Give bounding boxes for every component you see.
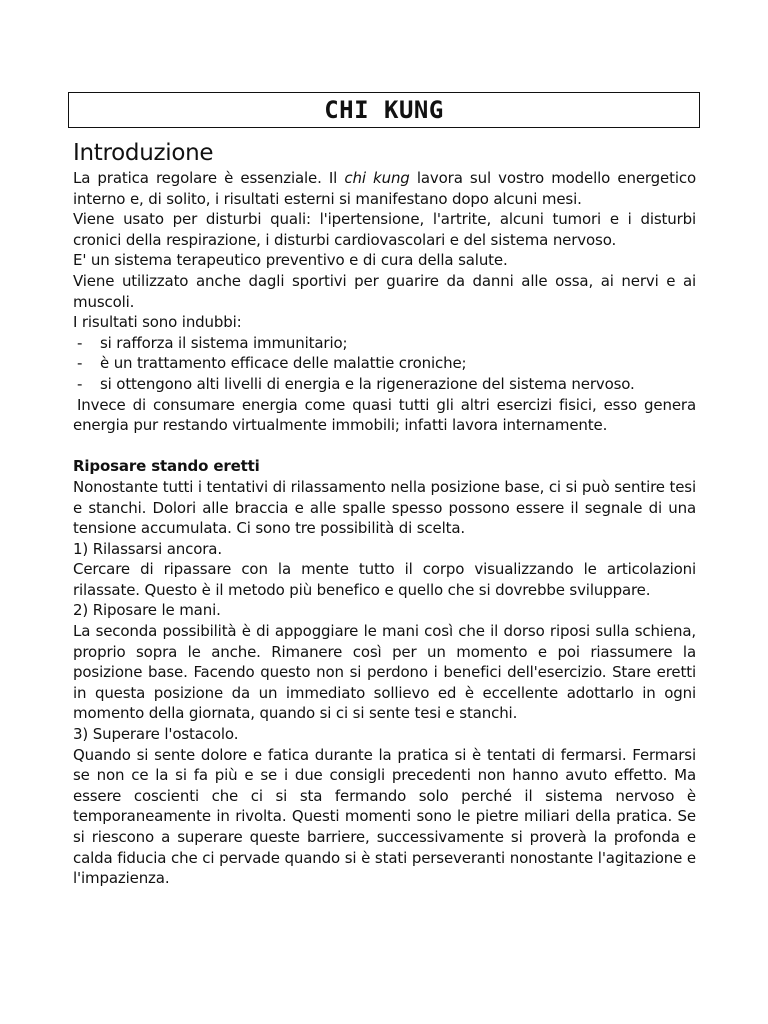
list-item: - è un trattamento efficace delle malattie croniche; (73, 353, 696, 374)
list-item: - si ottengono alti livelli di energia e la rigenerazione del sistema nervoso. (73, 374, 696, 395)
intro-paragraph-6: Invece di consumare energia come quasi tutti gli altri esercizi fisici, esso genera energia pur restando virtualmente immobili; infatti lavora internamente. (73, 395, 696, 435)
option-3-title: 3) Superare l'ostacolo. (73, 725, 239, 744)
option-2-text: La seconda possibilità è di appoggiare le mani così che il dorso riposi sulla schiena, proprio sopra le anche. Rimanere così per un momento e poi riassumere la posizione base. Facendo questo non si perdono i benefici dell'esercizio. Stare eretti in questa posizione da un immediato sollievo ed è eccellente adottarlo in ogni momento della giornata, quando si ci si sente tesi e stanchi. (73, 622, 696, 723)
intro-paragraph-2: Viene usato per disturbi quali: l'ipertensione, l'artrite, alcuni tumori e i disturbi cronici della respirazione, i disturbi cardiovascolari e del sistema nervoso. (73, 210, 696, 249)
intro-paragraph-3: E' un sistema terapeutico preventivo e di cura della salute. (73, 251, 508, 270)
chi-kung-emphasis: chi kung (344, 169, 410, 187)
intro-body (73, 168, 696, 889)
option-1-title: 1) Rilassarsi ancora. (73, 539, 222, 558)
intro-paragraph-4: Viene utilizzato anche dagli sportivi per guarire da danni alle ossa, ai nervi e ai muscoli. (73, 271, 696, 311)
benefits-list (73, 333, 696, 395)
document-title: CHI KUNG (68, 92, 700, 128)
document-page (68, 92, 700, 889)
rest-paragraph-1: Nonostante tutti i tentativi di rilassamento nella posizione base, ci si può sentire tesi e stanchi. Dolori alle braccia e alle spalle spesso possono essere il segnale di una tensione accumulata. Ci sono tre possibilità di scelta. (73, 477, 696, 538)
intro-paragraph-1: La pratica regolare è essenziale. Il chi kung lavora sul vostro modello energetico interno e, di solito, i risultati esterni si manifestano dopo alcuni mesi. (73, 169, 696, 208)
list-item: - si rafforza il sistema immunitario; (73, 333, 696, 354)
section-heading-riposare: Riposare stando eretti (73, 457, 260, 476)
option-3-text: Quando si sente dolore e fatica durante la pratica si è tentati di fermarsi. Fermarsi se non ce la si fa più e se i due consigli precedenti non hanno avuto effetto. Ma essere coscienti che ci si sta fermando solo perché il sistema nervoso è temporaneamente in rivolta. Questi momenti sono le pietre miliari della pratica. Se si riescono a superare queste barriere, successivamente si proverà la profonda e calda fiducia che ci pervade quando si è stati perseveranti nonostante l'agitazione e l'impazienza. (73, 745, 696, 888)
option-1-text: Cercare di ripassare con la mente tutto il corpo visualizzando le articolazioni rilassate. Questo è il metodo più benefico e quello che si dovrebbe sviluppare. (73, 560, 696, 599)
intro-paragraph-5: I risultati sono indubbi: (73, 313, 242, 332)
option-2-title: 2) Riposare le mani. (73, 601, 221, 620)
section-heading-introduzione: Introduzione (73, 140, 214, 166)
